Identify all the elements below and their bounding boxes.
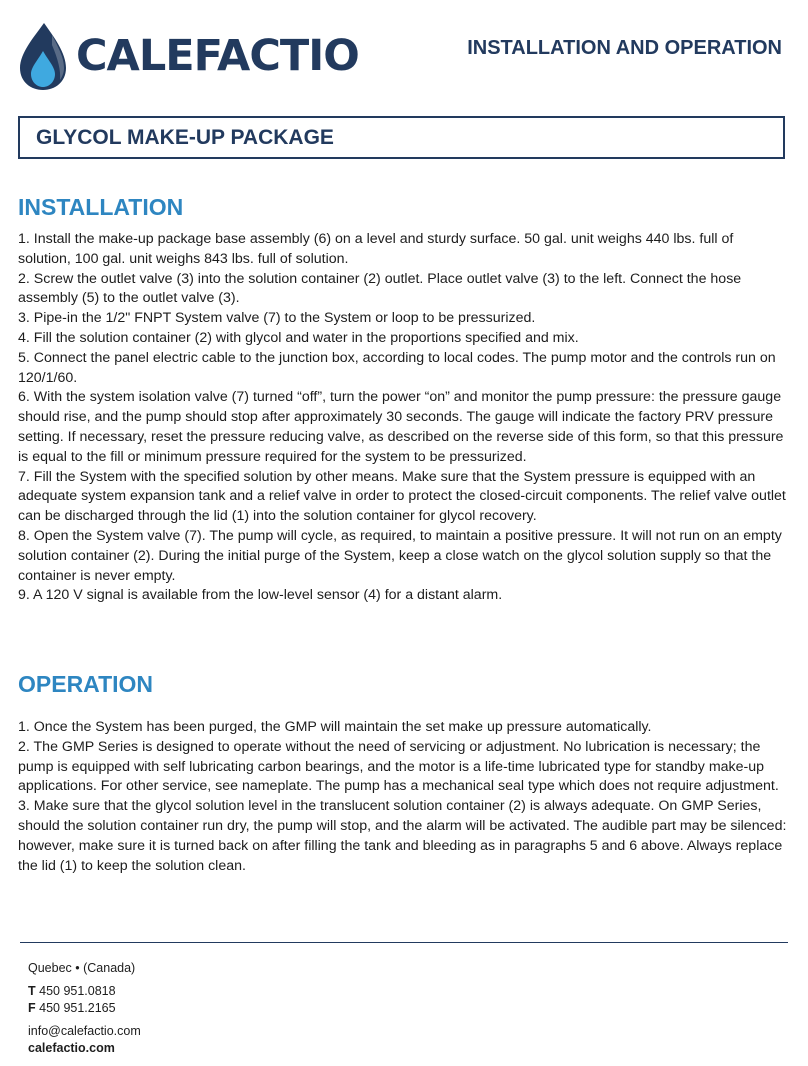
installation-step: 9. A 120 V signal is available from the low-level sensor (4) for a distant alarm.: [18, 587, 503, 604]
fax-number: 450 951.2165: [39, 1001, 116, 1015]
footer-fax-row: [28, 1000, 141, 1017]
installation-step: 5. Connect the panel electric cable to the junction box, according to local codes. The pump motor and the controls run on 120/1/60.: [18, 349, 776, 386]
installation-step: 6. With the system isolation valve (7) turned “off”, turn the power “on” and monitor the pump pressure: the pressure gauge should rise, and the pump should stop after approximately 30 seconds. The gauge will indicate the factory PRV pressure setting. If necessary, reset the pressure reducing valve, as described on the reverse side of this form, so that this pressure is equal to the fill or minimum pressure required for the system to be pressurized.: [18, 389, 784, 465]
operation-step: 2. The GMP Series is designed to operate without the need of servicing or adjustment. No lubrication is necessary; the pump is equipped with self lubricating carbon bearings, and the motor is a life-time lubricated type for standby make-up applications. For other service, see nameplate. The pump has a mechanical seal type which does not require adjustment.: [18, 738, 779, 795]
brand-logo: [18, 20, 359, 92]
brand-wordmark: CALEFACTIO: [76, 30, 359, 81]
operation-heading: OPERATION: [18, 671, 154, 697]
footer-phone-row: [28, 983, 141, 1000]
installation-heading: INSTALLATION: [18, 194, 184, 220]
product-title: GLYCOL MAKE-UP PACKAGE: [36, 125, 334, 149]
installation-step: 4. Fill the solution container (2) with glycol and water in the proportions specified and mix.: [18, 329, 579, 346]
phone-number: 450 951.0818: [39, 984, 116, 998]
installation-step: 3. Pipe-in the 1/2" FNPT System valve (7) to the System or loop to be pressurized.: [18, 310, 536, 327]
installation-step: 1. Install the make-up package base assembly (6) on a level and sturdy surface. 50 gal. unit weighs 440 lbs. full of solution, 100 gal. unit weighs 843 lbs. full of solution.: [18, 231, 734, 267]
phone-label: T: [28, 984, 36, 998]
document-type-title: INSTALLATION AND OPERATION: [467, 37, 782, 59]
installation-step: 7. Fill the System with the specified solution by other means. Make sure that the System pressure is equipped with an adequate system expansion tank and a relief valve in order to protect the closed-circuit components. The relief valve outlet can be discharged through the lid (1) into the solution container for glycol recovery.: [18, 468, 786, 525]
installation-step: 8. Open the System valve (7). The pump will cycle, as required, to maintain a positive pressure. It will not run on an empty solution container (2). During the initial purge of the System, keep a close watch on the glycol solution supply so that the container is never empty.: [18, 527, 782, 584]
operation-step: 3. Make sure that the glycol solution level in the translucent solution container (2) is always adequate. On GMP Series, should the solution container run dry, the pump will stop, and the alarm will be activated. The audible part may be silenced: however, make sure it is turned back on after filling the tank and bleeding as in paragraphs 5 and 6 above. Always replace the lid (1) to keep the solution clean.: [18, 798, 787, 874]
product-title-box: [18, 116, 785, 159]
operation-step: 1. Once the System has been purged, the GMP will maintain the set make up pressure automatically.: [18, 719, 652, 735]
installation-steps: [18, 230, 788, 606]
footer-contact: [28, 960, 141, 1057]
footer-website[interactable]: calefactio.com: [28, 1041, 115, 1055]
footer-location: Quebec • (Canada): [28, 961, 136, 975]
footer-divider: [20, 942, 788, 943]
flame-drop-icon: [18, 21, 68, 91]
installation-step: 2. Screw the outlet valve (3) into the solution container (2) outlet. Place outlet valve (3) to the left. Connect the hose assembly (5) to the outlet valve (3).: [18, 270, 742, 307]
operation-steps: [18, 718, 788, 876]
fax-label: F: [28, 1001, 36, 1015]
footer-email[interactable]: info@calefactio.com: [28, 1024, 141, 1038]
